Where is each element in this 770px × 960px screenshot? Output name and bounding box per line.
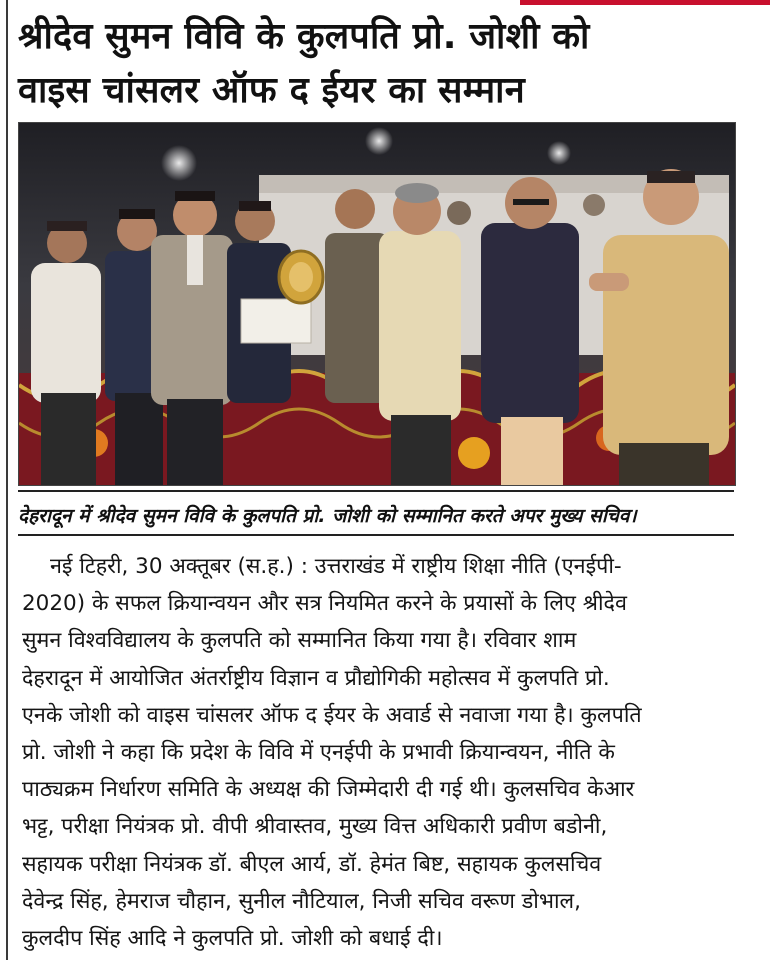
ceiling-light — [161, 145, 197, 181]
flower-bouquet — [458, 437, 490, 469]
headline — [18, 10, 758, 118]
photo-caption: देहरादून में श्रीदेव सुमन विवि के कुलपति प्रो. जोशी को सम्मानित करते अपर मुख्य सचिव। — [18, 505, 637, 527]
article-body — [22, 548, 752, 957]
article-line: देहरादून में आयोजित अंतर्राष्ट्रीय विज्ञान व प्रौद्योगिकी महोत्सव में कुलपति प्रो. — [22, 665, 610, 691]
article-line: एनके जोशी को वाइस चांसलर ऑफ द ईयर के अवार्ड से नवाजा गया है। कुलपति — [22, 702, 642, 728]
caption-rule-top — [18, 490, 734, 492]
certificate — [241, 299, 311, 343]
banner-logo — [447, 201, 471, 225]
article-line: सहायक परीक्षा नियंत्रक डॉ. बीएल आर्य, डॉ. हेमंत बिष्ट, सहायक कुलसचिव — [22, 851, 602, 877]
top-color-strip — [0, 0, 770, 6]
article-line: देवेन्द्र सिंह, हेमराज चौहान, सुनील नौटियाल, निजी सचिव वरूण डोभाल, — [22, 888, 581, 914]
award-ceremony-photo — [18, 122, 736, 486]
article-line: नई टिहरी, 30 अक्तूबर (स.ह.) : उत्तराखंड में राष्ट्रीय शिक्षा नीति (एनईपी- — [50, 554, 622, 579]
trophy-face — [289, 262, 313, 292]
column-rule — [6, 0, 8, 960]
ceiling-light — [547, 141, 571, 165]
article-line: 2020) के सफल क्रियान्वयन और सत्र नियमित करने के प्रयासों के लिए श्रीदेव — [22, 591, 627, 617]
article-line: प्रो. जोशी ने कहा कि प्रदेश के विवि में एनईपी के प्रभावी क्रियान्वयन, नीति के — [22, 740, 615, 766]
article-line: पाठ्यक्रम निर्धारण समिति के अध्यक्ष की जिम्मेदारी दी गई थी। कुलसचिव केआर — [22, 777, 635, 803]
photo-illustration — [19, 123, 735, 485]
banner-logo — [583, 194, 605, 216]
headline-line-1: श्रीदेव सुमन विवि के कुलपति प्रो. जोशी को — [18, 16, 590, 57]
top-red-bar — [520, 0, 770, 5]
caption-rule-bottom — [18, 534, 734, 536]
ceiling-light — [365, 127, 393, 155]
headline-line-2: वाइस चांसलर ऑफ द ईयर का सम्मान — [18, 70, 525, 111]
article-line: कुलदीप सिंह आदि ने कुलपति प्रो. जोशी को बधाई दी। — [22, 926, 443, 952]
article-line: सुमन विश्वविद्यालय के कुलपति को सम्मानित किया गया है। रविवार शाम — [22, 628, 577, 654]
article-line: भट्ट, परीक्षा नियंत्रक प्रो. वीपी श्रीवास्तव, मुख्य वित्त अधिकारी प्रवीण बडोनी, — [22, 814, 608, 840]
